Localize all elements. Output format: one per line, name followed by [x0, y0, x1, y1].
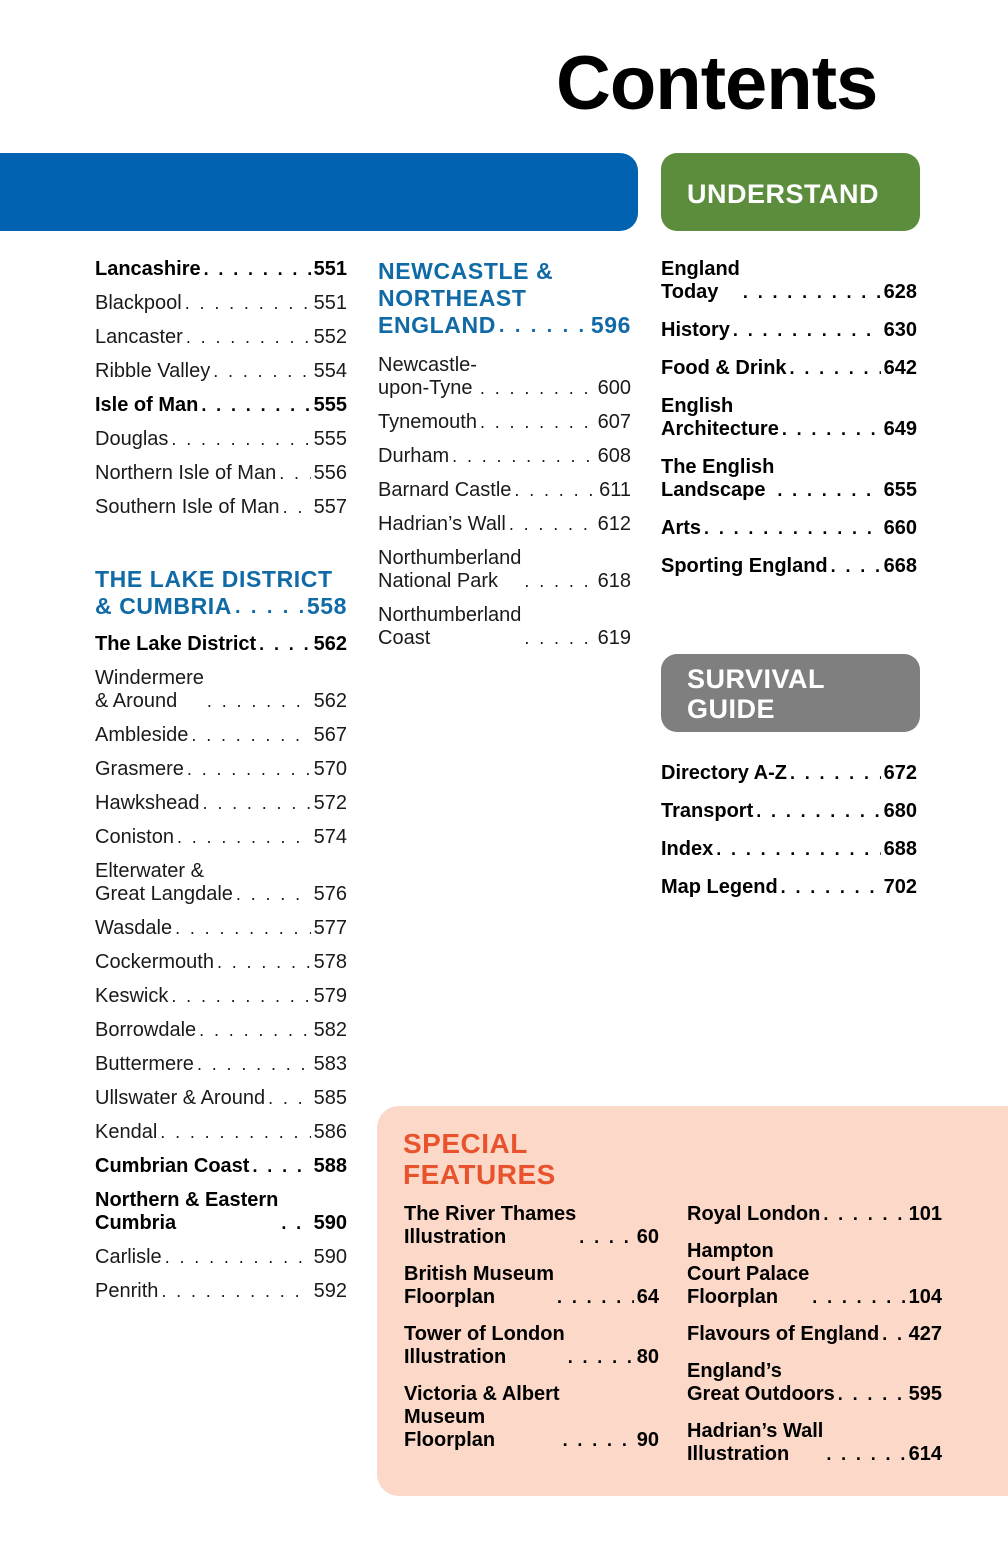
leader-dots — [185, 294, 311, 312]
toc-entry[interactable] — [95, 667, 347, 713]
toc-entry[interactable] — [378, 354, 631, 400]
toc-entry-label: Ullswater & Around — [95, 1087, 266, 1109]
toc-entry-page: 583 — [313, 1053, 347, 1075]
toc-entry[interactable] — [404, 1323, 659, 1369]
leader-dots — [191, 726, 310, 744]
leader-dots — [838, 1385, 906, 1403]
leader-dots — [175, 919, 311, 937]
toc-entry-page: 80 — [636, 1346, 659, 1368]
leader-dots — [165, 1248, 311, 1266]
tab-survival-guide — [661, 654, 920, 732]
toc-entry-label: Isle of Man — [95, 394, 199, 416]
toc-entry[interactable] — [661, 762, 917, 785]
toc-entry[interactable] — [687, 1420, 942, 1466]
toc-entry-label: Food & Drink — [661, 357, 787, 379]
toc-entry-label: The English Landscape — [661, 456, 775, 501]
toc-entry-page: 557 — [313, 496, 347, 518]
leader-dots — [823, 1205, 905, 1223]
toc-entry-label: Ambleside — [95, 724, 189, 746]
leader-dots — [790, 764, 881, 782]
newcastle-heading-line3: ENGLAND — [378, 312, 496, 338]
tab-understand: UNDERSTAND — [661, 153, 920, 231]
lake-district-heading-line1: THE LAKE DISTRICT — [95, 566, 333, 592]
toc-entry-label: The River Thames Illustration — [404, 1203, 577, 1248]
leader-dots — [236, 885, 311, 903]
toc-entry-label: Hadrian’s Wall — [378, 513, 506, 535]
toc-entry-page: 614 — [908, 1443, 942, 1465]
toc-entry-label: Carlisle — [95, 1246, 162, 1268]
toc-entry-label: Northern Isle of Man — [95, 462, 277, 484]
leader-dots — [171, 987, 310, 1005]
toc-entry-page: 578 — [313, 951, 347, 973]
toc-entry[interactable] — [95, 292, 347, 315]
toc-entry-page: 576 — [313, 883, 347, 905]
leader-dots — [186, 328, 311, 346]
toc-entry[interactable] — [661, 838, 917, 861]
leader-dots — [557, 1288, 634, 1306]
toc-entry[interactable] — [687, 1240, 942, 1309]
leader-dots — [452, 447, 594, 465]
lake-district-list — [95, 633, 347, 1314]
leader-dots — [187, 760, 311, 778]
toc-entry-label: England’s Great Outdoors — [687, 1360, 835, 1405]
toc-entry-page: 101 — [908, 1203, 942, 1225]
toc-entry-label: Hawkshead — [95, 792, 200, 814]
toc-entry-label: Penrith — [95, 1280, 159, 1302]
toc-entry-page: 688 — [883, 838, 917, 860]
toc-entry-page: 611 — [599, 479, 631, 501]
toc-entry-label: Newcastle- upon-Tyne — [378, 354, 477, 399]
toc-entry[interactable] — [95, 1189, 347, 1235]
toc-entry-page: 90 — [636, 1429, 659, 1451]
toc-entry[interactable] — [378, 445, 631, 468]
toc-entry[interactable] — [687, 1203, 942, 1226]
toc-entry-page: 608 — [597, 445, 631, 467]
toc-entry[interactable] — [661, 258, 917, 304]
toc-entry-label: Victoria & Albert Museum Floorplan — [404, 1383, 560, 1451]
newcastle-list — [378, 354, 631, 661]
toc-entry-label: Blackpool — [95, 292, 182, 314]
toc-entry[interactable] — [95, 1280, 347, 1303]
toc-entry-label: Directory A-Z — [661, 762, 787, 784]
toc-entry-label: Sporting England — [661, 555, 828, 577]
leader-dots — [199, 1021, 310, 1039]
toc-entry[interactable] — [661, 555, 917, 578]
toc-entry[interactable] — [95, 985, 347, 1008]
toc-entry[interactable] — [95, 394, 347, 417]
survival-list — [661, 762, 917, 914]
toc-entry-label: Grasmere — [95, 758, 184, 780]
toc-entry-label: Northumberland Coast — [378, 604, 522, 649]
toc-entry[interactable] — [378, 479, 631, 502]
leader-dots — [733, 321, 881, 339]
leader-dots — [882, 1325, 905, 1343]
toc-entry-label: Elterwater & Great Langdale — [95, 860, 233, 905]
toc-entry-page: 552 — [313, 326, 347, 348]
toc-entry-page: 618 — [597, 570, 631, 592]
toc-entry[interactable] — [687, 1323, 942, 1346]
section-color-bar — [0, 153, 638, 231]
toc-entry-label: Hadrian’s Wall Illustration — [687, 1420, 824, 1465]
toc-entry[interactable] — [661, 517, 917, 540]
toc-entry-page: 579 — [313, 985, 347, 1007]
toc-entry[interactable] — [95, 917, 347, 940]
toc-entry[interactable] — [404, 1263, 659, 1309]
toc-entry-label: Tower of London Illustration — [404, 1323, 565, 1368]
toc-entry[interactable] — [661, 876, 917, 899]
toc-entry[interactable] — [404, 1383, 659, 1452]
toc-entry-page: 574 — [313, 826, 347, 848]
understand-list — [661, 258, 917, 593]
toc-entry[interactable] — [95, 1121, 347, 1144]
leader-dots — [579, 1228, 633, 1246]
toc-entry-page: 590 — [313, 1212, 347, 1234]
toc-entry[interactable] — [95, 860, 347, 906]
leader-dots — [790, 359, 881, 377]
toc-entry[interactable] — [378, 411, 631, 434]
leader-dots — [756, 802, 880, 820]
newcastle-heading-page: 596 — [590, 312, 631, 338]
toc-entry[interactable] — [661, 800, 917, 823]
toc-entry[interactable] — [95, 496, 347, 519]
leader-dots — [782, 420, 881, 438]
leader-dots — [524, 572, 594, 590]
toc-entry-label: Cockermouth — [95, 951, 214, 973]
toc-entry-page: 582 — [313, 1019, 347, 1041]
tab-survival-guide-label: SURVIVAL GUIDE — [687, 664, 826, 724]
leader-dots — [831, 557, 881, 575]
leader-dots — [704, 519, 881, 537]
leader-dots — [268, 1089, 311, 1107]
toc-entry-page: 630 — [883, 319, 917, 341]
toc-entry-page: 60 — [636, 1226, 659, 1248]
leader-dots — [812, 1288, 905, 1306]
toc-entry[interactable] — [95, 258, 347, 281]
toc-entry-page: 600 — [597, 377, 631, 399]
toc-entry[interactable] — [661, 395, 917, 441]
toc-entry-page: 592 — [313, 1280, 347, 1302]
toc-entry[interactable] — [687, 1360, 942, 1406]
toc-entry-page: 642 — [883, 357, 917, 379]
toc-entry-label: Buttermere — [95, 1053, 194, 1075]
leader-dots — [514, 481, 596, 499]
toc-entry[interactable] — [95, 724, 347, 747]
toc-entry-label: British Museum Floorplan — [404, 1263, 555, 1308]
leader-dots — [480, 379, 595, 397]
toc-entry-page: 64 — [636, 1286, 659, 1308]
toc-entry-page: 555 — [313, 428, 347, 450]
toc-entry-label: Wasdale — [95, 917, 173, 939]
toc-entry-page: 649 — [883, 418, 917, 440]
toc-entry[interactable] — [661, 319, 917, 342]
newcastle-heading-line1: NEWCASTLE & — [378, 258, 554, 284]
toc-entry[interactable] — [661, 357, 917, 380]
toc-entry-page: 702 — [883, 876, 917, 898]
toc-entry-label: Map Legend — [661, 876, 778, 898]
toc-entry[interactable] — [95, 633, 347, 656]
toc-entry-label: Lancaster — [95, 326, 183, 348]
leader-dots — [826, 1445, 905, 1463]
toc-entry-label: England Today — [661, 258, 740, 303]
toc-entry-label: English Architecture — [661, 395, 779, 440]
toc-entry-page: 588 — [313, 1155, 347, 1177]
toc-entry-label: Kendal — [95, 1121, 158, 1143]
leader-dots — [568, 1348, 634, 1366]
toc-entry[interactable] — [95, 326, 347, 349]
toc-entry-page: 607 — [597, 411, 631, 433]
toc-entry[interactable] — [378, 604, 631, 650]
toc-entry[interactable] — [378, 547, 631, 593]
toc-entry-page: 660 — [883, 517, 917, 539]
toc-entry[interactable] — [95, 1087, 347, 1110]
leader-dots — [201, 396, 310, 414]
newcastle-heading-line2: NORTHEAST — [378, 285, 527, 311]
toc-entry[interactable] — [378, 513, 631, 536]
toc-entry-page: 586 — [313, 1121, 347, 1143]
toc-entry-label: Southern Isle of Man — [95, 496, 280, 518]
toc-entry-label: Arts — [661, 517, 702, 539]
leader-dots — [499, 317, 588, 335]
toc-entry-label: Transport — [661, 800, 754, 822]
toc-entry-label: Hampton Court Palace Floorplan — [687, 1240, 810, 1308]
toc-entry[interactable] — [95, 1246, 347, 1269]
col1-list — [95, 258, 347, 530]
leader-dots — [563, 1431, 634, 1449]
toc-entry[interactable] — [95, 360, 347, 383]
toc-entry-label: Northumberland National Park — [378, 547, 522, 592]
leader-dots — [283, 498, 311, 516]
toc-entry[interactable] — [661, 456, 917, 502]
toc-entry[interactable] — [404, 1203, 659, 1249]
toc-entry-page: 572 — [313, 792, 347, 814]
toc-entry-label: Borrowdale — [95, 1019, 197, 1041]
toc-entry-label: Royal London — [687, 1203, 821, 1225]
toc-entry-page: 554 — [313, 360, 347, 382]
leader-dots — [524, 629, 594, 647]
toc-entry-page: 562 — [313, 633, 347, 655]
page-title: Contents — [556, 41, 878, 126]
leader-dots — [204, 260, 311, 278]
toc-entry-label: The Lake District — [95, 633, 257, 655]
special-features-left-list — [404, 1203, 659, 1466]
newcastle-heading[interactable] — [378, 258, 631, 339]
toc-entry-label: Coniston — [95, 826, 174, 848]
leader-dots — [161, 1282, 310, 1300]
toc-entry-label: Barnard Castle — [378, 479, 512, 501]
toc-entry[interactable] — [95, 428, 347, 451]
toc-entry-page: 628 — [883, 281, 917, 303]
toc-entry-page: 655 — [883, 479, 917, 501]
toc-entry-page: 104 — [908, 1286, 942, 1308]
leader-dots — [281, 1214, 310, 1232]
toc-entry-page: 427 — [908, 1323, 942, 1345]
toc-entry-label: Ribble Valley — [95, 360, 211, 382]
toc-entry-label: Keswick — [95, 985, 169, 1007]
leader-dots — [509, 515, 595, 533]
lake-district-heading[interactable] — [95, 566, 347, 620]
leader-dots — [160, 1123, 310, 1141]
toc-entry-label: Index — [661, 838, 714, 860]
toc-entry-label: Durham — [378, 445, 450, 467]
toc-entry[interactable] — [95, 758, 347, 781]
special-features-right-list — [687, 1203, 942, 1480]
lake-district-heading-page: 558 — [306, 593, 347, 619]
lake-district-heading-line2: & CUMBRIA — [95, 593, 232, 619]
toc-entry-label: Douglas — [95, 428, 169, 450]
toc-entry-page: 556 — [313, 462, 347, 484]
toc-entry[interactable] — [95, 792, 347, 815]
leader-dots — [279, 464, 310, 482]
toc-entry-page: 619 — [597, 627, 631, 649]
toc-entry[interactable] — [95, 1019, 347, 1042]
toc-entry-label: Tynemouth — [378, 411, 477, 433]
toc-entry[interactable] — [95, 951, 347, 974]
toc-entry-page: 585 — [313, 1087, 347, 1109]
leader-dots — [777, 481, 880, 499]
leader-dots — [217, 953, 311, 971]
toc-entry-label: Flavours of England — [687, 1323, 880, 1345]
toc-entry-label: History — [661, 319, 730, 341]
toc-entry-page: 555 — [313, 394, 347, 416]
leader-dots — [235, 598, 304, 616]
leader-dots — [203, 794, 311, 812]
toc-entry-page: 577 — [313, 917, 347, 939]
toc-entry-label: Windermere & Around — [95, 667, 204, 712]
toc-entry-page: 570 — [313, 758, 347, 780]
leader-dots — [171, 430, 310, 448]
toc-entry[interactable] — [95, 1155, 347, 1178]
toc-entry-page: 562 — [313, 690, 347, 712]
toc-entry[interactable] — [95, 462, 347, 485]
toc-entry-page: 672 — [883, 762, 917, 784]
leader-dots — [480, 413, 595, 431]
toc-entry[interactable] — [95, 1053, 347, 1076]
leader-dots — [716, 840, 880, 858]
special-features-heading: SPECIAL FEATURES — [403, 1128, 556, 1190]
toc-entry-page: 668 — [883, 555, 917, 577]
toc-entry-label: Lancashire — [95, 258, 201, 280]
toc-entry-page: 612 — [597, 513, 631, 535]
toc-entry-page: 551 — [313, 292, 347, 314]
leader-dots — [213, 362, 310, 380]
toc-entry-page: 551 — [313, 258, 347, 280]
leader-dots — [177, 828, 311, 846]
toc-entry-page: 680 — [883, 800, 917, 822]
leader-dots — [207, 692, 311, 710]
leader-dots — [252, 1157, 310, 1175]
toc-entry-label: Northern & Eastern Cumbria — [95, 1189, 279, 1234]
leader-dots — [197, 1055, 311, 1073]
toc-entry-page: 567 — [313, 724, 347, 746]
toc-entry-page: 595 — [908, 1383, 942, 1405]
toc-entry-label: Cumbrian Coast — [95, 1155, 250, 1177]
toc-entry[interactable] — [95, 826, 347, 849]
toc-entry-page: 590 — [313, 1246, 347, 1268]
leader-dots — [743, 283, 881, 301]
leader-dots — [259, 635, 310, 653]
leader-dots — [781, 878, 881, 896]
